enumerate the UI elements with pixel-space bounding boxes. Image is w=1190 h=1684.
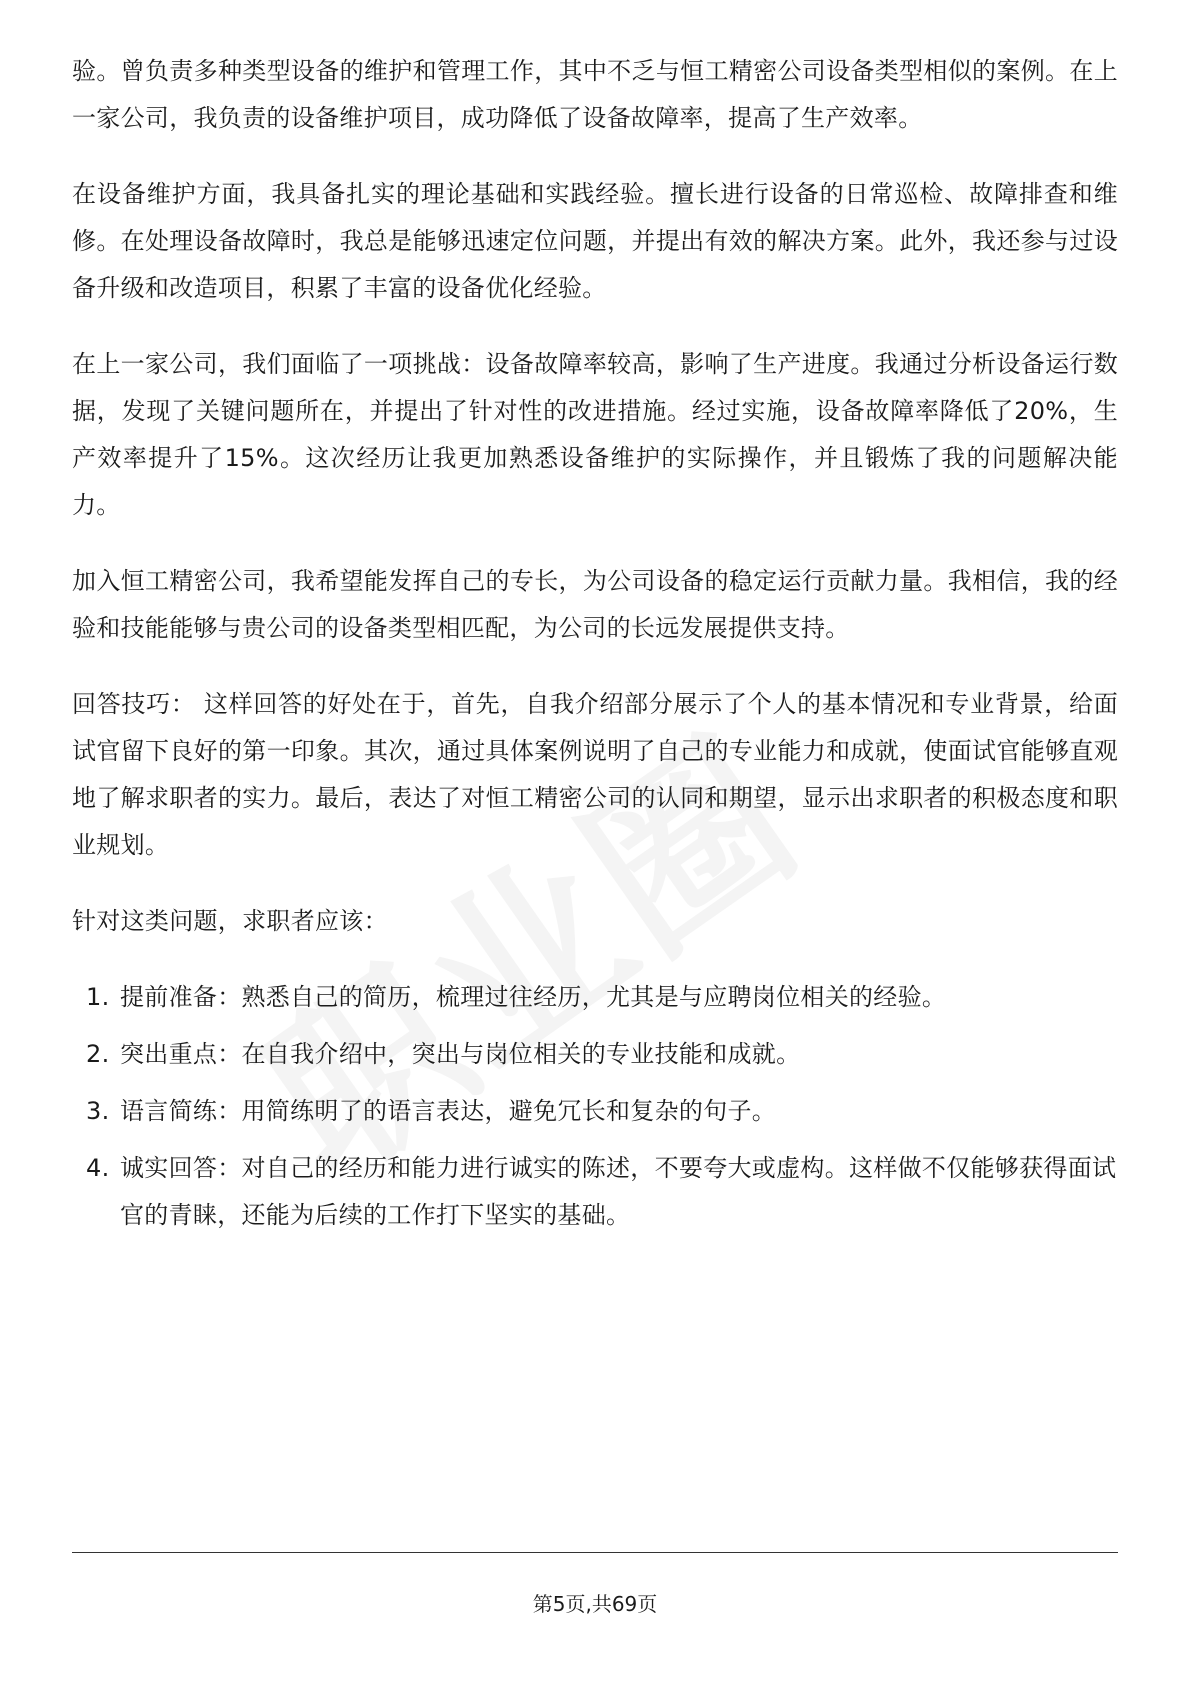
- paragraph-advice-intro: 针对这类问题，求职者应该：: [72, 907, 388, 935]
- page-number: 第5页,共69页: [532, 1592, 658, 1616]
- list-item-number: 2.: [86, 1040, 110, 1068]
- list-item-text: 语言简练：用简练明了的语言表达，避免冗长和复杂的句子。: [120, 1097, 777, 1125]
- footer-divider: [72, 1552, 1118, 1553]
- list-item: [72, 1088, 1118, 1135]
- list-item-text: 突出重点：在自我介绍中，突出与岗位相关的专业技能和成就。: [120, 1040, 801, 1068]
- list-item: [72, 974, 1118, 1021]
- paragraph-motivation: 加入恒工精密公司，我希望能发挥自己的专长，为公司设备的稳定运行贡献力量。我相信，我的经验和技能能够与贵公司的设备类型相匹配，为公司的长远发展提供支持。: [72, 567, 1118, 642]
- page-content: [72, 48, 1118, 1249]
- paragraph-maintenance: 在设备维护方面，我具备扎实的理论基础和实践经验。擅长进行设备的日常巡检、故障排查和维修。在处理设备故障时，我总是能够迅速定位问题，并提出有效的解决方案。此外，我还参与过设备升级和改造项目，积累了丰富的设备优化经验。: [72, 180, 1118, 302]
- paragraph-experience: 验。曾负责多种类型设备的维护和管理工作，其中不乏与恒工精密公司设备类型相似的案例。在上一家公司，我负责的设备维护项目，成功降低了设备故障率，提高了生产效率。: [72, 57, 1118, 132]
- list-item-number: 3.: [86, 1097, 110, 1125]
- paragraph-challenge: 在上一家公司，我们面临了一项挑战：设备故障率较高，影响了生产进度。我通过分析设备运行数据，发现了关键问题所在，并提出了针对性的改进措施。经过实施，设备故障率降低了20%，生产效率提升了15%。这次经历让我更加熟悉设备维护的实际操作，并且锻炼了我的问题解决能力。: [72, 350, 1118, 519]
- list-item-number: 4.: [86, 1154, 110, 1182]
- list-item: [72, 1145, 1118, 1239]
- list-item-text: 提前准备：熟悉自己的简历，梳理过往经历，尤其是与应聘岗位相关的经验。: [120, 983, 947, 1011]
- list-item-number: 1.: [86, 983, 110, 1011]
- paragraph-answer-tips: 回答技巧： 这样回答的好处在于，首先，自我介绍部分展示了个人的基本情况和专业背景，给面试官留下良好的第一印象。其次，通过具体案例说明了自己的专业能力和成就，使面试官能够直观地了解求职者的实力。最后，表达了对恒工精密公司的认同和期望，显示出求职者的积极态度和职业规划。: [72, 690, 1118, 859]
- list-item-text: 诚实回答：对自己的经历和能力进行诚实的陈述，不要夸大或虚构。这样做不仅能够获得面试官的青睐，还能为后续的工作打下坚实的基础。: [120, 1154, 1117, 1229]
- advice-list: [72, 974, 1118, 1239]
- list-item: [72, 1031, 1118, 1078]
